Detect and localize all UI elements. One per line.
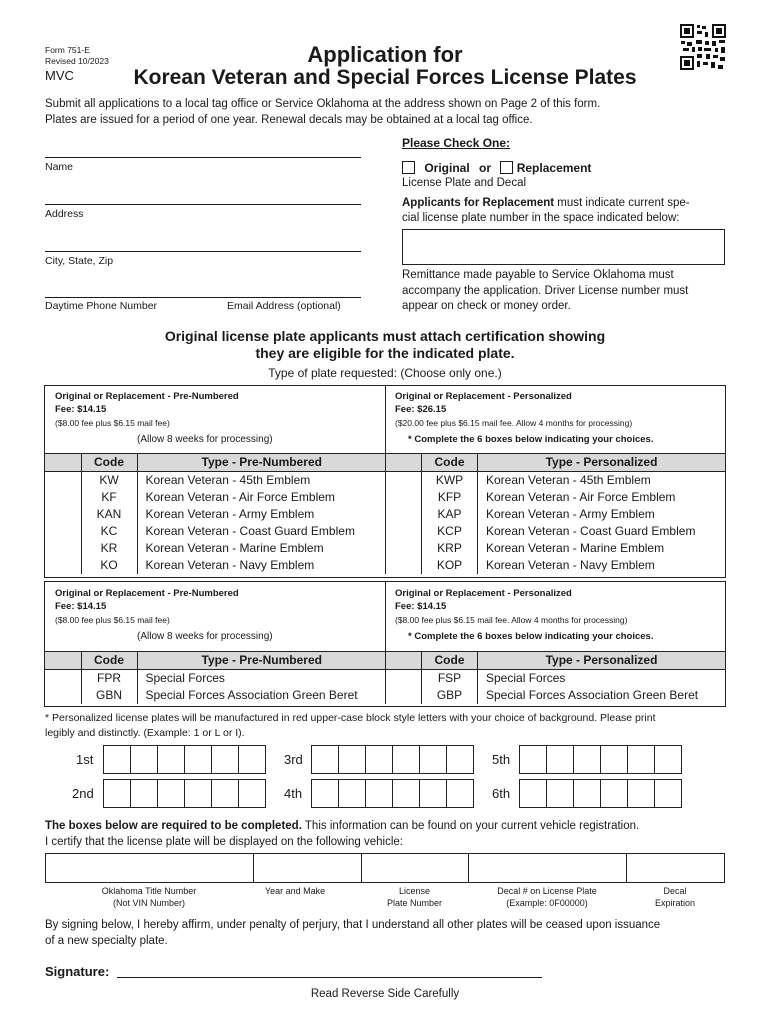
char-box[interactable] [446,779,474,808]
char-box[interactable] [600,745,628,774]
choice-1st-boxes [103,745,266,774]
decal-label-l1: Decal # on License Plate [497,886,597,896]
row-checkbox[interactable] [45,540,81,557]
plate-code: KRP [422,540,478,557]
current-plate-number-input[interactable] [402,229,725,265]
vehicle-required-text [45,820,639,832]
plate-code: KCP [422,523,478,540]
char-box[interactable] [365,779,393,808]
row-checkbox[interactable] [386,489,422,506]
plate-code: KO [81,557,137,574]
plate-type: Korean Veteran - Air Force Emblem [145,489,335,504]
sfpn-heading: Original or Replacement - Pre-Numbered [55,588,239,599]
row-checkbox[interactable] [386,472,422,489]
char-box[interactable] [211,745,239,774]
plate-type: Special Forces Association Green Beret [486,687,699,702]
agency-label: MVC [45,68,74,83]
decal-expiration-label [626,885,724,909]
plate-code: KOP [422,557,478,574]
kp-note: * Complete the 6 boxes below indicating your choices. [408,434,654,445]
char-box[interactable] [184,779,212,808]
original-label: Original [424,161,470,175]
row-checkbox[interactable] [386,540,422,557]
kpn-table [45,453,386,574]
choice-6th-boxes [519,779,682,808]
table-row[interactable] [45,506,386,523]
table-row[interactable] [45,472,386,489]
applicants-replacement-rest: must indicate current spe- [554,197,690,209]
choice-3rd-boxes [311,745,474,774]
vehicle-divider [724,853,725,883]
check-column-header [386,454,422,472]
sfp-fee-detail: ($8.00 fee plus $6.15 mail fee. Allow 4 months for processing) [395,615,628,625]
replacement-instructions-line2: cial license plate number in the space indicated below: [402,212,680,224]
table-row[interactable] [45,489,386,506]
or-label: or [479,161,492,175]
sfp-table [385,651,725,704]
affirm-line2: of a new specialty plate. [45,935,168,947]
plate-code: GBN [81,687,137,704]
city-state-zip-label: City, State, Zip [45,255,114,267]
table-row[interactable] [386,506,726,523]
plate-type: Korean Veteran - Coast Guard Emblem [486,523,696,538]
row-checkbox[interactable] [386,670,422,687]
decal-expiration-input[interactable] [627,854,723,882]
title-number-label [45,885,253,909]
choice-5th-boxes [519,745,682,774]
choice-2nd-boxes [103,779,266,808]
revised-date: Revised 10/2023 [45,56,109,66]
char-box[interactable] [446,745,474,774]
plate-label-l2: Plate Number [386,898,443,908]
char-box[interactable] [157,779,185,808]
intro-line1: Submit all applications to a local tag office or Service Oklahoma at the address shown on Page 2 of this form. [45,98,601,110]
char-box[interactable] [103,779,131,808]
table-row[interactable] [45,687,386,704]
plate-type: Special Forces [486,670,566,685]
name-line[interactable] [45,157,361,158]
decal-label-l2: (Example: 0F00000) [506,898,588,908]
signature-label: Signature: [45,964,110,979]
row-checkbox[interactable] [45,557,81,574]
choice-2nd-label: 2nd [72,786,94,801]
sfp-heading: Original or Replacement - Personalized [395,588,572,599]
remittance-line1: Remittance made payable to Service Oklahoma must [402,269,674,281]
row-checkbox[interactable] [386,506,422,523]
personalized-note-line1: * Personalized license plates will be manufactured in red upper-case block style letters with your choice of background. Please print [45,712,656,724]
plate-code: KC [81,523,137,540]
table-header [45,652,386,670]
row-checkbox[interactable] [45,489,81,506]
char-box[interactable] [519,745,547,774]
table-row[interactable] [386,523,726,540]
sf-block-divider [385,581,386,651]
signature-line[interactable] [117,977,542,978]
form-title-line1: Application for [307,42,463,67]
plate-code: KW [81,472,137,489]
row-checkbox[interactable] [45,506,81,523]
plate-type: Korean Veteran - Coast Guard Emblem [145,523,355,538]
affirm-line1: By signing below, I hereby affirm, under penalty of perjury, that I understand all other plates will be ceased upon issuance [45,919,661,931]
plate-code: KR [81,540,137,557]
char-box[interactable] [238,745,266,774]
char-box[interactable] [600,779,628,808]
plate-code: KAN [81,506,137,523]
decal-number-label [468,885,626,909]
code-column-header: Code [81,454,137,472]
year-make-input[interactable] [254,854,360,882]
char-box[interactable] [238,779,266,808]
code-column-header: Code [81,652,137,670]
sfpn-fee: Fee: $14.15 [55,601,107,612]
kpn-heading: Original or Replacement - Pre-Numbered [55,391,239,402]
table-row[interactable] [45,670,386,687]
replacement-label: Replacement [516,161,592,175]
table-row[interactable] [45,523,386,540]
plate-type: Korean Veteran - Marine Emblem [145,540,324,555]
char-box[interactable] [654,745,682,774]
plate-code: FPR [81,670,137,687]
table-header [386,454,726,472]
replacement-instructions-line1 [402,197,690,209]
certification-line1: Original license plate applicants must attach certification showing [164,328,606,344]
form-number: Form 751-E [45,45,90,55]
plate-type: Korean Veteran - Army Emblem [486,506,655,521]
kpn-processing: (Allow 8 weeks for processing) [137,434,273,445]
table-header [386,652,726,670]
table-row[interactable] [386,472,726,489]
decal-number-input[interactable] [469,854,625,882]
plate-type: Korean Veteran - Marine Emblem [486,540,665,555]
row-checkbox[interactable] [386,687,422,704]
check-column-header [386,652,422,670]
table-row[interactable] [386,489,726,506]
qr-code-icon [680,24,726,70]
check-column-header [45,652,81,670]
type-column-header: Type - Pre-Numbered [137,454,386,472]
char-box[interactable] [573,779,601,808]
char-box[interactable] [627,779,655,808]
plate-type: Korean Veteran - Navy Emblem [486,557,655,572]
row-checkbox[interactable] [45,670,81,687]
table-row[interactable] [386,687,726,704]
char-box[interactable] [627,745,655,774]
row-checkbox[interactable] [45,523,81,540]
choice-4th-label: 4th [284,786,303,801]
remittance-line3: appear on check or money order. [402,300,571,312]
plate-code: KFP [422,489,478,506]
char-box[interactable] [419,779,447,808]
row-checkbox[interactable] [386,523,422,540]
type-column-header: Type - Personalized [478,454,726,472]
korean-block-divider [385,385,386,453]
please-check-heading: Please Check One: [402,136,511,150]
name-label: Name [45,161,74,173]
char-box[interactable] [654,779,682,808]
char-box[interactable] [546,779,574,808]
kp-heading: Original or Replacement - Personalized [395,391,572,402]
address-label: Address [45,208,84,220]
char-box[interactable] [130,745,158,774]
vehicle-certify-text: I certify that the license plate will be displayed on the following vehicle: [45,836,403,848]
title-number-label-l1: Oklahoma Title Number [101,886,197,896]
row-checkbox[interactable] [45,687,81,704]
table-row[interactable] [386,670,726,687]
plate-code: KWP [422,472,478,489]
daytime-phone-label: Daytime Phone Number [45,300,158,312]
type-column-header: Type - Personalized [478,652,726,670]
kp-fee-detail: ($20.00 fee plus $6.15 mail fee. Allow 4 months for processing) [395,418,633,428]
sfp-note: * Complete the 6 boxes below indicating your choices. [408,631,654,642]
expiration-label-l2: Expiration [654,898,696,908]
intro-line2: Plates are issued for a period of one year. Renewal decals may be obtained at a local tag office. [45,114,533,126]
type-column-header: Type - Pre-Numbered [137,652,386,670]
sfpn-processing: (Allow 8 weeks for processing) [137,631,273,642]
row-checkbox[interactable] [45,472,81,489]
char-box[interactable] [338,745,366,774]
char-box[interactable] [130,779,158,808]
license-plate-decal-label: License Plate and Decal [402,177,527,189]
char-box[interactable] [519,779,547,808]
kpn-fee-detail: ($8.00 fee plus $6.15 mail fee) [55,418,170,428]
char-box[interactable] [211,779,239,808]
choice-4th-boxes [311,779,474,808]
table-row[interactable] [386,540,726,557]
phone-email-line[interactable] [45,297,361,298]
applicants-replacement-bold: Applicants for Replacement [402,197,555,209]
license-plate-number-input[interactable] [362,854,467,882]
plate-type: Korean Veteran - Air Force Emblem [486,489,676,504]
table-header [45,454,386,472]
char-box[interactable] [365,745,393,774]
form-title-line2: Korean Veteran and Special Forces License Plates [133,66,637,89]
sfpn-table [45,651,386,704]
city-state-zip-line[interactable] [45,251,361,252]
table-row[interactable] [386,557,726,574]
plate-code: FSP [422,670,478,687]
check-column-header [45,454,81,472]
remittance-line2: accompany the application. Driver License number must [402,285,689,297]
table-row[interactable] [45,540,386,557]
personalized-note-line2: legibly and distinctly. (Example: 1 or L or I). [45,727,245,739]
char-box[interactable] [311,745,339,774]
plate-type: Korean Veteran - 45th Emblem [145,472,311,487]
certification-line2: they are eligible for the indicated plate. [255,345,515,361]
row-checkbox[interactable] [386,557,422,574]
code-column-header: Code [422,454,478,472]
plate-code: GBP [422,687,478,704]
char-box[interactable] [311,779,339,808]
table-row[interactable] [45,557,386,574]
plate-code: KF [81,489,137,506]
plate-code: KAP [422,506,478,523]
choice-3rd-label: 3rd [284,752,303,767]
char-box[interactable] [157,745,185,774]
sfpn-fee-detail: ($8.00 fee plus $6.15 mail fee) [55,615,170,625]
kpn-fee: Fee: $14.15 [55,404,107,415]
choice-6th-label: 6th [492,786,511,801]
kp-table [385,453,725,574]
choice-5th-label: 5th [492,752,511,767]
sfp-fee: Fee: $14.15 [395,601,447,612]
year-make-label: Year and Make [264,886,326,896]
plate-type: Korean Veteran - Army Emblem [145,506,315,521]
license-plate-number-label [361,885,468,909]
choice-1st-label: 1st [76,752,94,767]
footer-text: Read Reverse Side Carefully [310,988,460,1000]
char-box[interactable] [419,745,447,774]
plate-label-l1: License [398,886,431,896]
char-box[interactable] [392,745,420,774]
email-label: Email Address (optional) [227,300,341,312]
vehicle-required-bold: The boxes below are required to be completed. [45,820,302,832]
char-box[interactable] [546,745,574,774]
expiration-label-l1: Decal [663,886,687,896]
plate-type: Special Forces Association Green Beret [145,687,358,702]
char-box[interactable] [573,745,601,774]
replacement-checkbox[interactable] [500,161,513,174]
char-box[interactable] [103,745,131,774]
plate-type: Korean Veteran - Navy Emblem [145,557,315,572]
type-requested-label: Type of plate requested: (Choose only one.) [268,366,502,380]
original-checkbox[interactable] [402,161,415,174]
kp-fee: Fee: $26.15 [395,404,447,415]
code-column-header: Code [422,652,478,670]
char-box[interactable] [338,779,366,808]
plate-type: Korean Veteran - 45th Emblem [486,472,651,487]
plate-type: Special Forces [145,670,225,685]
title-number-input[interactable] [46,854,252,882]
address-line[interactable] [45,204,361,205]
char-box[interactable] [392,779,420,808]
vehicle-required-rest: This information can be found on your current vehicle registration. [301,820,640,832]
title-number-label-l2: (Not VIN Number) [112,898,185,908]
char-box[interactable] [184,745,212,774]
